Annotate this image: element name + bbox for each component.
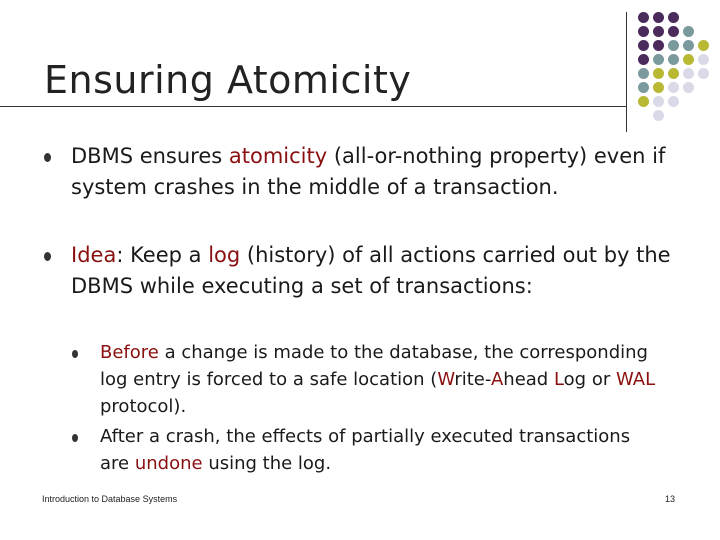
footer-course-title: Introduction to Database Systems — [42, 494, 178, 504]
keyword-before: Before — [100, 342, 159, 363]
dot — [653, 96, 664, 107]
dot — [668, 40, 679, 51]
dot — [638, 54, 649, 65]
dot — [638, 68, 649, 79]
dot — [653, 12, 664, 23]
dot — [653, 82, 664, 93]
keyword-log: log — [208, 243, 241, 267]
keyword-undone: undone — [134, 453, 203, 474]
dot — [698, 40, 709, 51]
bullet-dot — [44, 153, 51, 162]
bullet-dot — [72, 350, 78, 358]
dot — [668, 96, 679, 107]
dot — [698, 68, 709, 79]
dot — [683, 40, 694, 51]
dot — [653, 26, 664, 37]
bullet-text: Idea: Keep a log (history) of all actions carried out by the DBMS while executing a set of transactions: — [71, 243, 671, 298]
dot — [683, 82, 694, 93]
footer-page-number: 13 — [665, 494, 676, 504]
dot — [638, 96, 649, 107]
bullet-text: DBMS ensures atomicity (all-or-nothing property) even if system crashes in the middle of a transaction. — [71, 144, 666, 199]
vertical-rule — [626, 12, 627, 132]
bullet-dot — [72, 434, 78, 442]
sub-bullet-text: Before a change is made to the database, the corresponding log entry is forced to a safe location (Write-Ahead Log or WAL protocol). — [100, 342, 656, 417]
dot — [653, 110, 664, 121]
slide-title: Ensuring Atomicity — [44, 58, 412, 102]
dot — [638, 26, 649, 37]
dot — [668, 68, 679, 79]
dot — [653, 40, 664, 51]
keyword-idea: Idea — [71, 243, 117, 267]
dot — [668, 12, 679, 23]
sub-bullet-text: After a crash, the effects of partially executed transactions are undone using the log. — [100, 426, 631, 474]
keyword-atomicity: atomicity — [228, 144, 328, 168]
dot — [653, 68, 664, 79]
decorative-dot-grid — [638, 12, 720, 122]
bullet-dot — [44, 252, 51, 261]
keyword-wal: WAL — [615, 369, 656, 390]
dot — [653, 54, 664, 65]
dot — [668, 54, 679, 65]
dot — [668, 82, 679, 93]
dot — [668, 26, 679, 37]
title-underline — [0, 106, 626, 107]
dot — [698, 54, 709, 65]
dot — [638, 40, 649, 51]
dot — [638, 82, 649, 93]
dot — [683, 68, 694, 79]
dot — [683, 26, 694, 37]
dot — [683, 54, 694, 65]
dot — [638, 12, 649, 23]
